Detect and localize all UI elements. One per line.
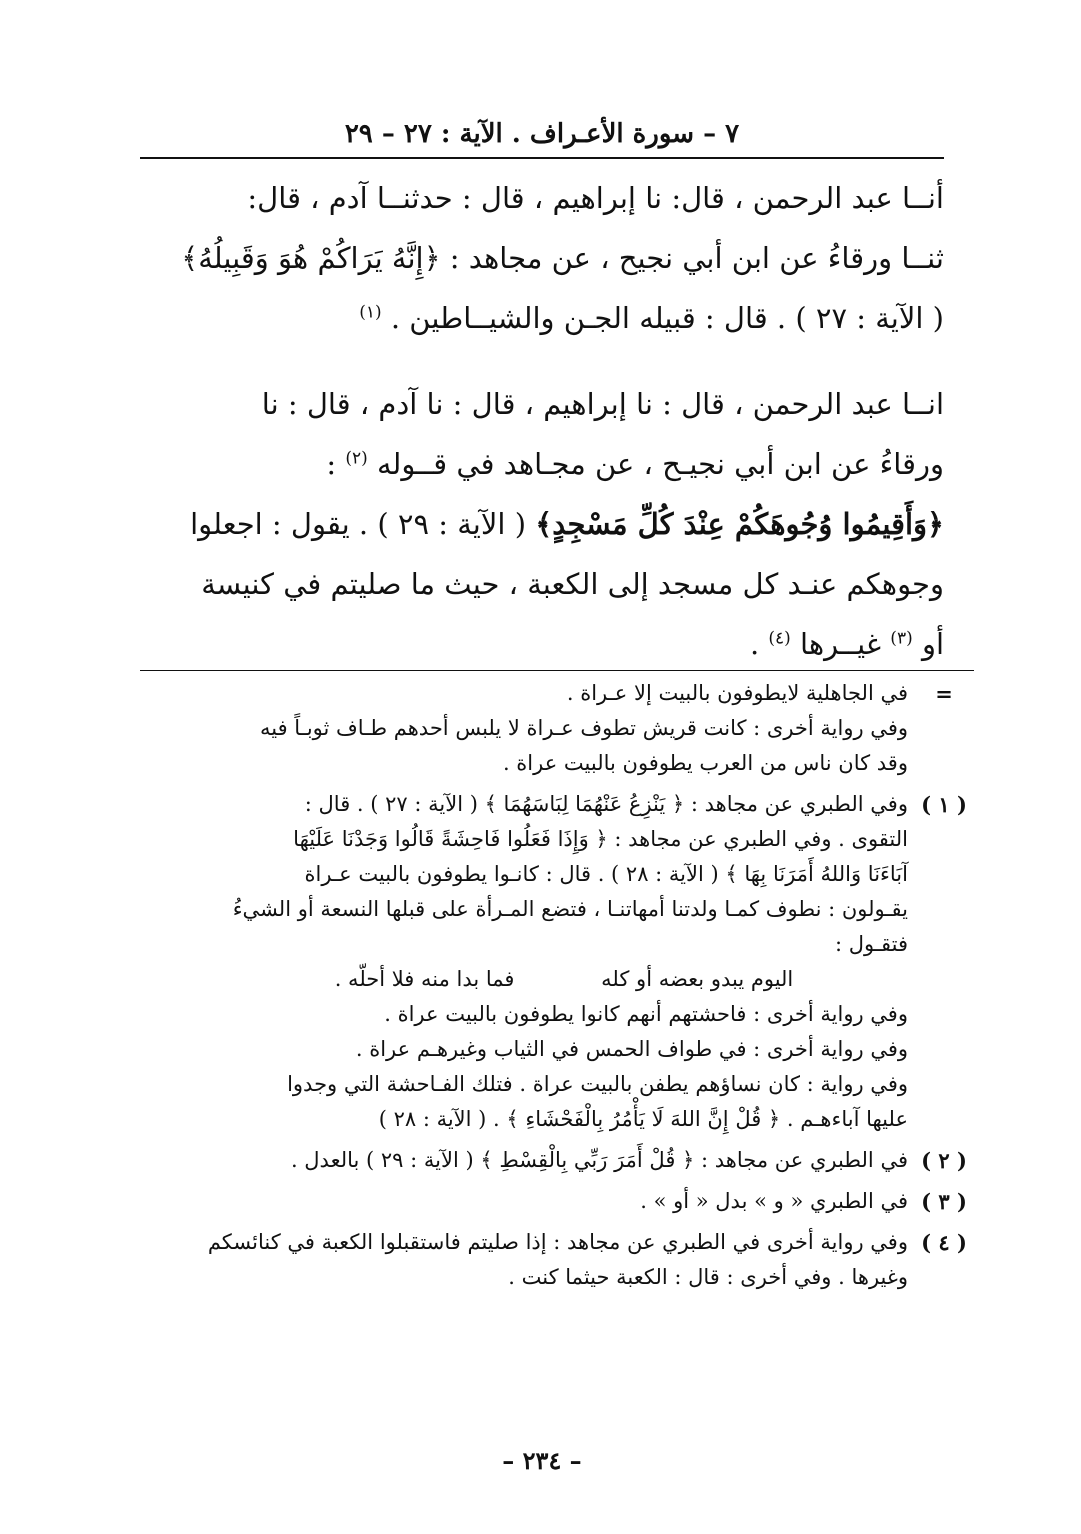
footnote-2 — [140, 1143, 974, 1178]
footnote-line: وفي رواية أخرى : كانت قريش تطوف عـراة لا يلبس أحدهم طـاف ثوبـاً فيه — [259, 716, 908, 740]
footnote-divider — [140, 670, 974, 671]
footnote-line: وفي رواية أخرى : فاحشتهم أنهم كانوا يطوفون بالبيت عراة . — [384, 1002, 908, 1026]
line-text: . — [749, 627, 760, 661]
footnotes — [140, 676, 974, 1301]
page-number: – ٢٣٤ – — [502, 1446, 582, 1475]
paragraph-line — [150, 288, 944, 348]
line-text: ( الآية : ٢٧ ) . قال : قبيله الجـن والشيــاطين . — [390, 301, 944, 335]
footnote-3 — [140, 1184, 974, 1219]
footnote-continuation — [140, 676, 974, 781]
header-divider — [140, 157, 944, 159]
paragraph-line — [150, 228, 944, 288]
footnote-line: وفي الطبري عن مجاهد : ﴿ يَنْزِعُ عَنْهُمَا لِبَاسَهُمَا ﴾ ( الآية : ٢٧ ) . قال : — [304, 792, 908, 816]
paragraph-line: انــا عبد الرحمن ، قال : نا إبراهيم ، قال : نا آدم ، قال : نا — [261, 387, 944, 421]
footnote-line: في الجاهلية لايطوفون بالبيت إلا عـراة . — [566, 681, 908, 705]
footnote-line: فتقـول : — [834, 932, 908, 956]
paragraph-1 — [150, 168, 944, 348]
footnote-4 — [140, 1225, 974, 1295]
paragraph-line — [150, 614, 944, 674]
footnote-line: في الطبري « و » بدل « أو » . — [640, 1189, 908, 1213]
line-text: أو — [921, 627, 944, 661]
footnote-mark: ( ١ ) — [921, 792, 967, 817]
footnote-ref-4[interactable]: (٤) — [768, 628, 791, 649]
running-header — [140, 116, 944, 152]
quran-verse: ﴿وَأَقِيمُوا وُجُوهَكُمْ عِنْدَ كُلِّ مَسْجِدٍ﴾ — [535, 507, 944, 541]
footnote-line: يقـولون : نطوف كمـا ولدتنا أمهاتنـا ، فتضع المـرأة على قبلها النسعة أو الشيءُ — [232, 897, 908, 921]
footnote-ref-2[interactable]: (٢) — [345, 448, 368, 469]
footnote-line: وفي رواية أخرى في الطبري عن مجاهد : إذا صليتم فاستقبلوا الكعبة في كنائسكم — [207, 1230, 908, 1254]
paragraph-line — [150, 494, 944, 554]
line-text: : — [326, 447, 337, 481]
footnote-line: في الطبري عن مجاهد : ﴿ قُلْ أَمَرَ رَبِّي بِالْقِسْطِ ﴾ ( الآية : ٢٩ ) بالعدل . — [290, 1148, 908, 1172]
line-text: ثنــا ورقاءُ عن ابن أبي نجيح ، عن مجاهد : ﴿إِنَّهُ يَرَاكُمْ هُوَ وَقَبِيلُهُ﴾ — [181, 241, 944, 275]
main-text — [150, 168, 944, 700]
footnote-line: التقوى . وفي الطبري عن مجاهد : ﴿ وَإِذَا فَعَلُوا فَاحِشَةً قَالُوا وَجَدْنَا عَلَيْهَا — [293, 827, 908, 851]
verse-hemistich: فما بدا منه فلا أحلّه . — [334, 967, 515, 991]
paragraph-line — [150, 434, 944, 494]
line-text: ( الآية : ٢٩ ) . يقول : اجعلوا — [190, 507, 527, 541]
running-title: ٧ – سورة الأعـراف . الآية : ٢٧ – ٢٩ — [344, 119, 740, 149]
footnote-line: وفي رواية : كان نساؤهم يطفن بالبيت عراة . فتلك الفـاحشة التي وجدوا — [287, 1072, 908, 1096]
verse-hemistich: اليوم يبدو بعضه أو كله — [601, 967, 794, 991]
footnote-line: وفي رواية أخرى : في طواف الحمس في الثياب وغيرهـم عراة . — [355, 1037, 908, 1061]
paragraph-2 — [150, 374, 944, 674]
line-text: ورقاءُ عن ابن أبي نجيـح ، عن مجـاهد في قــوله — [376, 447, 944, 481]
footnote-line: وغيرها . وفي أخرى : قال : الكعبة حيثما كنت . — [508, 1265, 908, 1289]
footnote-line: عليها آباءهـم . ﴿ قُلْ إِنَّ اللهَ لَا يَأْمُرُ بِالْفَحْشَاءِ ﴾ . ( الآية : ٢٨ ) — [378, 1107, 908, 1131]
footnote-line: وقد كان ناس من العرب يطوفون بالبيت عراة . — [502, 751, 908, 775]
footnote-1 — [140, 787, 974, 1137]
footnote-mark: = — [935, 681, 953, 706]
poetry-verse — [140, 962, 908, 997]
footnote-ref-3[interactable]: (٣) — [890, 628, 913, 649]
paragraph-line: وجوهكم عنـد كل مسجد إلى الكعبة ، حيث ما صليتم في كنيسة — [201, 567, 944, 601]
footnote-mark: ( ٤ ) — [921, 1230, 967, 1255]
footnote-mark: ( ٢ ) — [921, 1148, 967, 1173]
footnote-ref-1[interactable]: (١) — [359, 302, 382, 323]
paragraph-line: أنــا عبد الرحمن ، قال: نا إبراهيم ، قال : حدثنــا آدم ، قال: — [247, 181, 944, 215]
footnote-mark: ( ٣ ) — [921, 1189, 967, 1214]
footnote-line: آبَاءَنَا وَاللهُ أَمَرَنَا بِهَا ﴾ ( الآية : ٢٨ ) . قال : كانـوا يطوفون بالبيت عـراة — [304, 862, 908, 886]
line-text: غيــرها — [800, 627, 882, 661]
